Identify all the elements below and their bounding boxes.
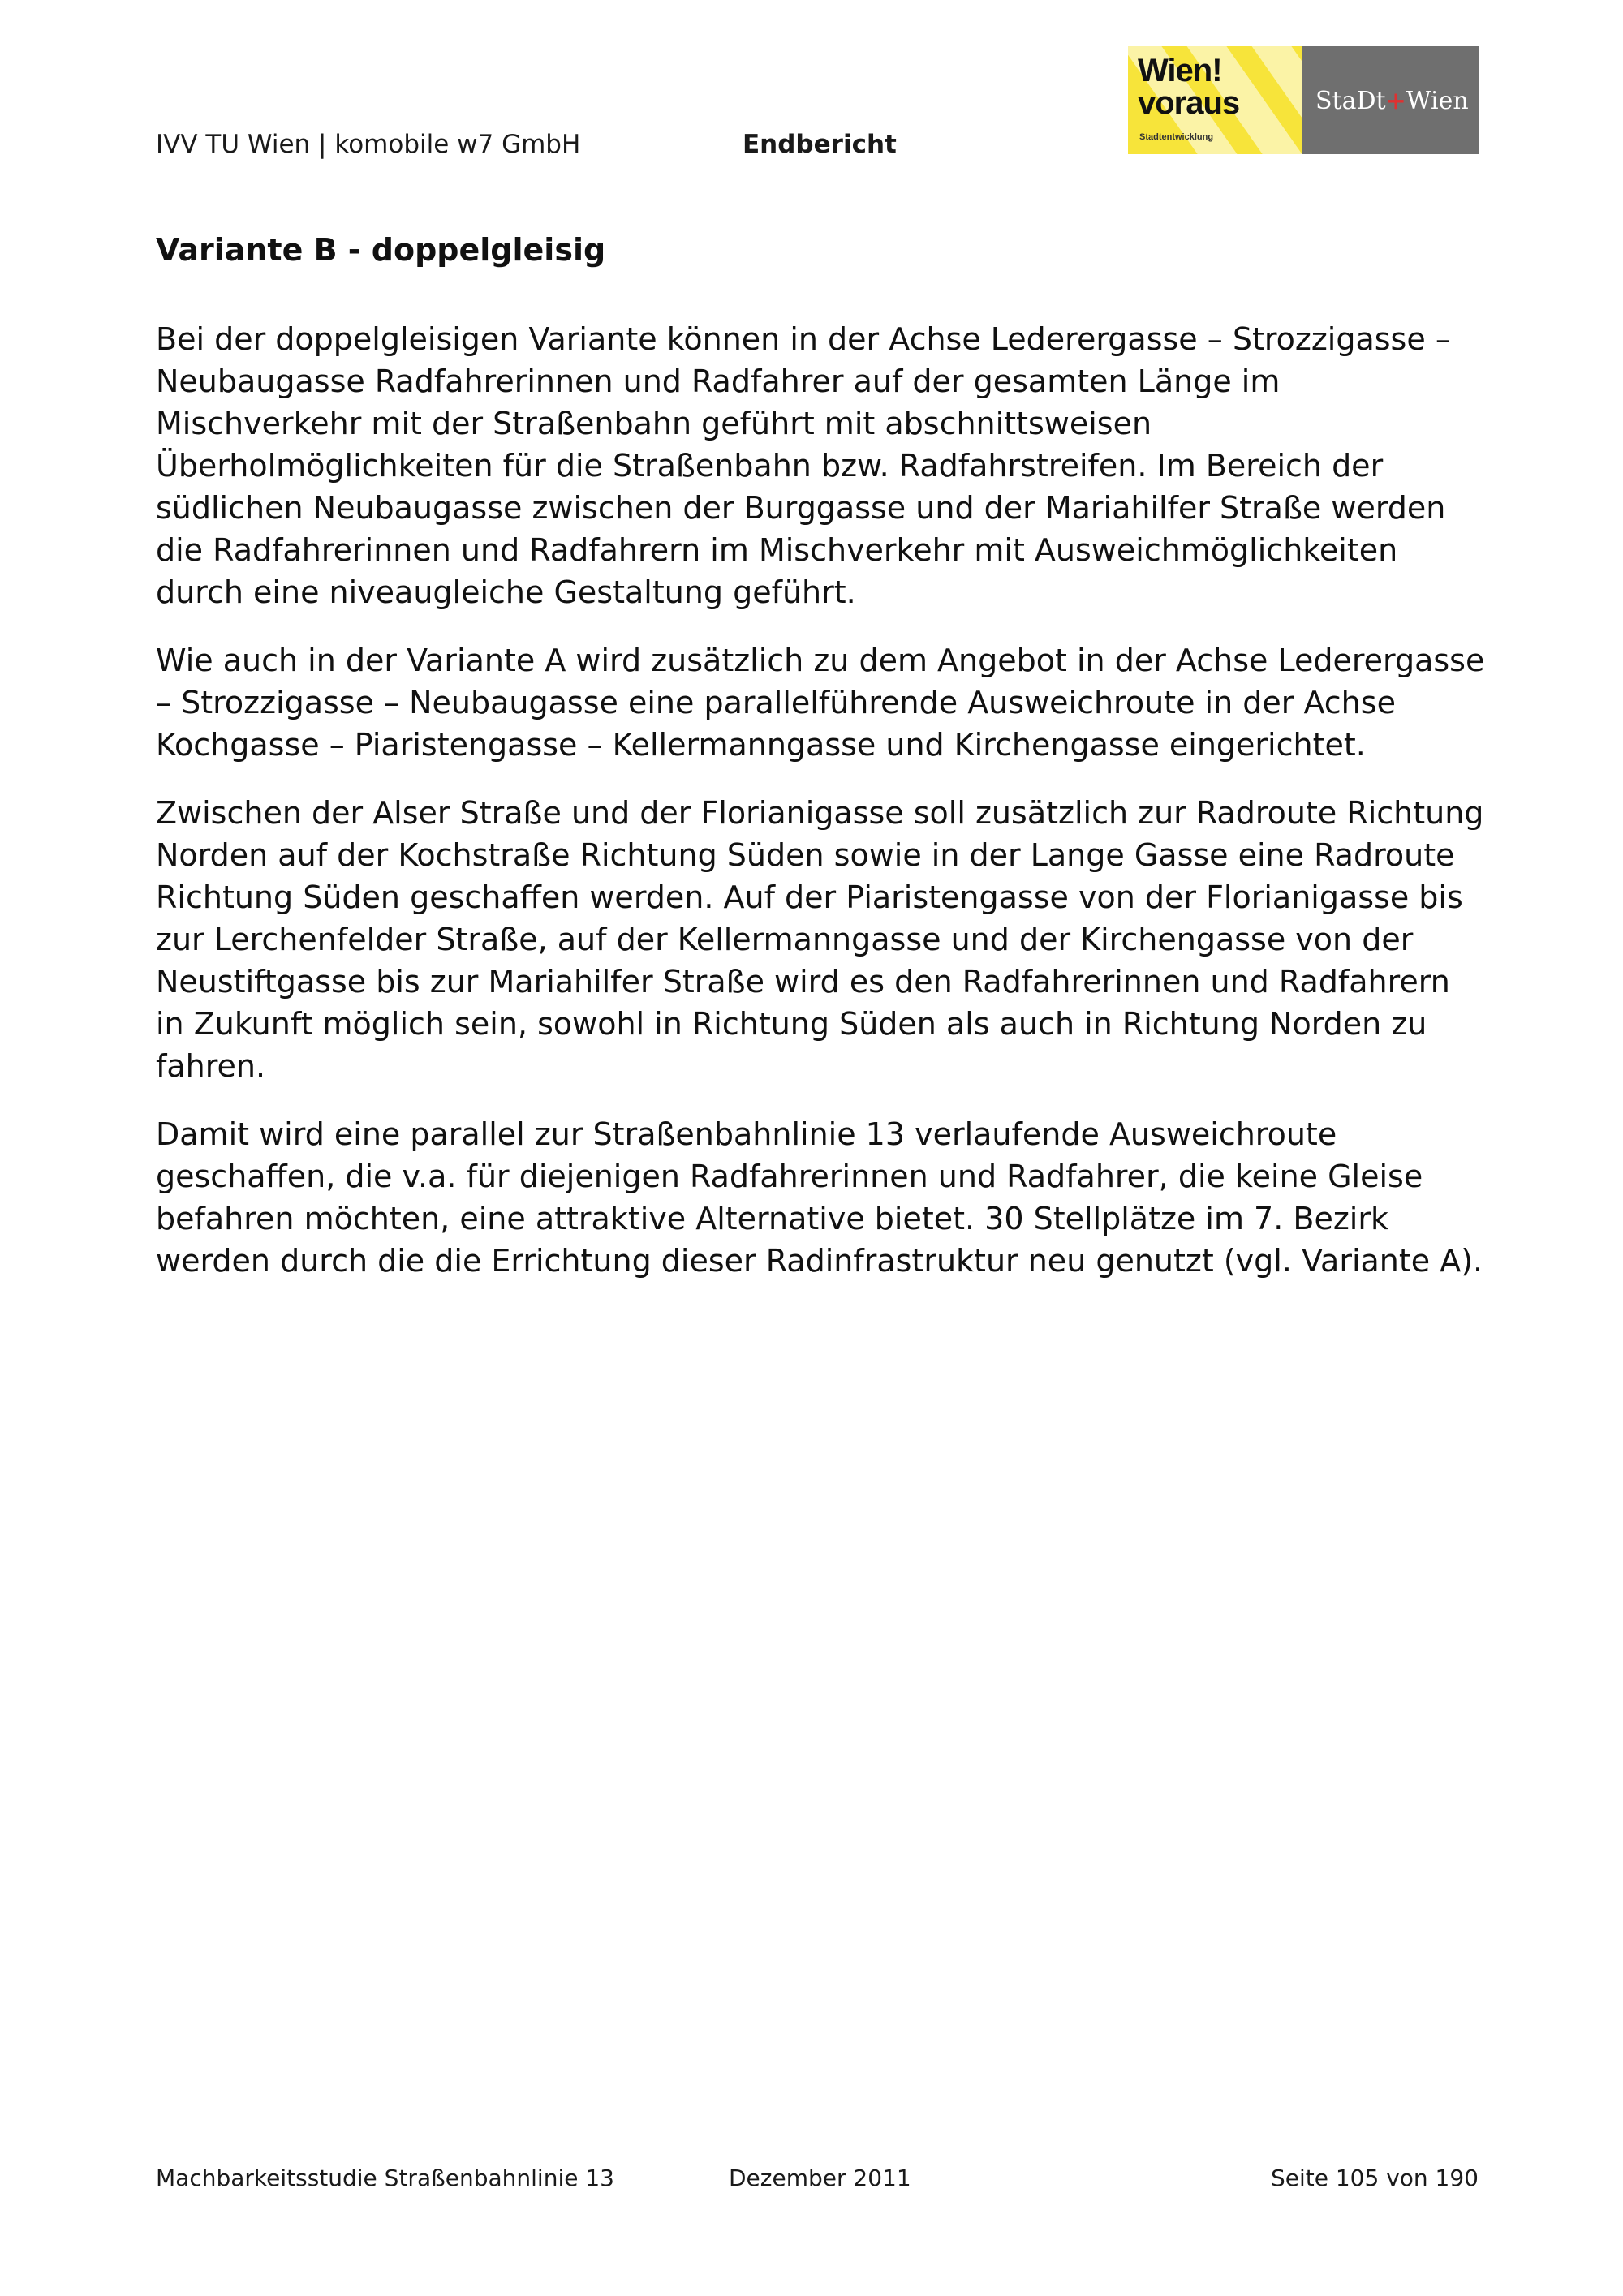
page-footer bbox=[0, 2158, 1623, 2199]
wien-voraus-logo bbox=[1128, 46, 1302, 154]
footer-date: Dezember 2011 bbox=[729, 2165, 911, 2191]
stadt-wien-logo-text: StaDt+Wien bbox=[1315, 87, 1469, 115]
stadt-wien-cross-icon: + bbox=[1385, 87, 1406, 115]
page-header bbox=[0, 0, 1623, 178]
footer-study-title: Machbarkeitsstudie Straßenbahnlinie 13 bbox=[156, 2165, 614, 2191]
wien-voraus-logo-subtitle: Stadtentwicklung bbox=[1139, 132, 1214, 142]
header-document-type: Endbericht bbox=[743, 130, 897, 159]
paragraph: Damit wird eine parallel zur Straßenbahnlinie 13 verlaufende Ausweichroute geschaffen, die v.a. für diejenigen Radfahrerinnen und Radfahrer, die keine Gleise befahren möchten, eine attraktive Alternative bietet. 30 Stellplätze im 7. Bezirk werden durch die die Errichtung dieser Radinfrastruktur neu genutzt (vgl. Variante A). bbox=[156, 1116, 1483, 1279]
paragraph: Zwischen der Alser Straße und der Florianigasse soll zusätzlich zur Radroute Richtung Norden auf der Kochstraße Richtung Süden sowie in der Lange Gasse eine Radroute Richtung Süden geschaffen werden. Auf der Piaristengasse von der Florianigasse bis zur Lerchenfelder Straße, auf der Kellermanngasse und der Kirchengasse von der Neustiftgasse bis zur Mariahilfer Straße wird es den Radfahrerinnen und Radfahrern in Zukunft möglich sein, sowohl in Richtung Süden als auch in Richtung Norden zu fahren. bbox=[156, 795, 1484, 1084]
stadt-wien-logo bbox=[1302, 46, 1479, 154]
wien-voraus-logo-text: Wien! voraus bbox=[1138, 53, 1240, 121]
header-organization: IVV TU Wien | komobile w7 GmbH bbox=[156, 130, 581, 159]
paragraph: Wie auch in der Variante A wird zusätzlich zu dem Angebot in der Achse Lederergasse – Strozzigasse – Neubaugasse eine parallelführende Ausweichroute in der Achse Kochgasse – Piaristengasse – Kellermanngasse und Kirchengasse eingerichtet. bbox=[156, 643, 1485, 763]
section-title: Variante B - doppelgleisig bbox=[156, 232, 606, 268]
footer-page-number: Seite 105 von 190 bbox=[1270, 2165, 1479, 2191]
paragraph: Bei der doppelgleisigen Variante können in der Achse Lederergasse – Strozzigasse – Neubaugasse Radfahrerinnen und Radfahrer auf der gesamten Länge im Mischverkehr mit der Straßenbahn geführt mit abschnittsweisen Überholmöglichkeiten für die Straßenbahn bzw. Radfahrstreifen. Im Bereich der südlichen Neubaugasse zwischen der Burggasse und der Mariahilfer Straße werden die Radfahrerinnen und Radfahrern im Mischverkehr mit Ausweichmöglichkeiten durch eine niveaugleiche Gestaltung geführt. bbox=[156, 321, 1451, 610]
section-body bbox=[156, 318, 1487, 1308]
